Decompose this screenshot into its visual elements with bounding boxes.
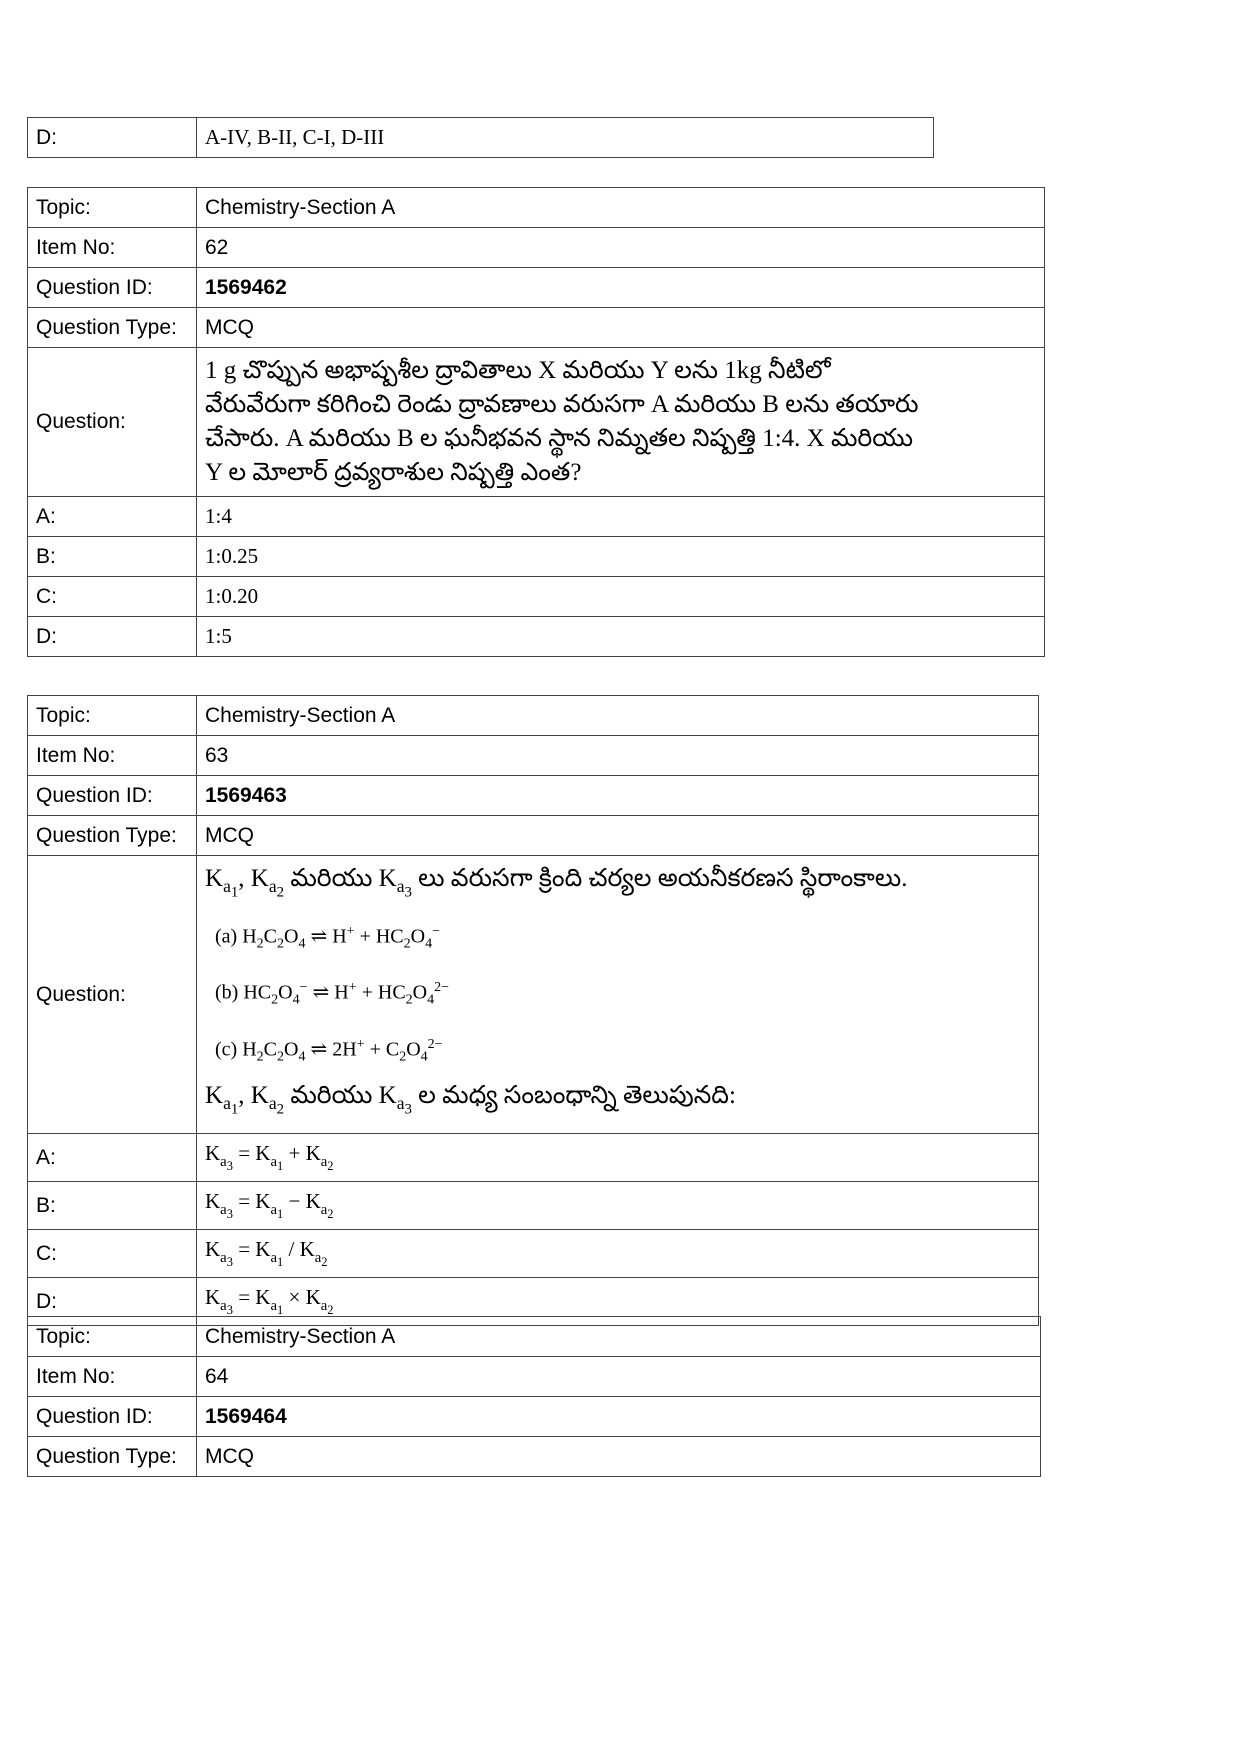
prev-question-tail: [27, 117, 934, 158]
topic-label: Topic:: [28, 1317, 197, 1357]
option-row-a: [28, 497, 1045, 537]
topic-label: Topic:: [28, 188, 197, 228]
reaction-c-label: (c): [215, 1038, 238, 1061]
option-b-value: 1:0.25: [197, 537, 1045, 577]
question-type-value: MCQ: [197, 1437, 1041, 1477]
item-no-row: [28, 736, 1039, 776]
question-row: [28, 856, 1039, 1134]
question-62-table: [27, 187, 1045, 657]
option-b-label: B:: [28, 1181, 197, 1229]
question-type-label: Question Type:: [28, 1437, 197, 1477]
question-64-table: [27, 1316, 1041, 1477]
option-row-d: [28, 617, 1045, 657]
question-line: వేరువేరుగా కరిగించి రెండు ద్రావణాలు వరుసగా A మరియు B లను తయారు: [205, 391, 919, 418]
topic-row: [28, 188, 1045, 228]
option-b-label: B:: [28, 537, 197, 577]
question-text: [197, 348, 1045, 497]
reaction-a: (a) $H_2C_2O_4$ ⇌ $H^+ + HC_2O_4^-$: [215, 923, 440, 952]
item-no-value: 64: [197, 1357, 1041, 1397]
question-intro: [205, 862, 1030, 910]
option-a-label: A:: [28, 497, 197, 537]
option-d-value: A-IV, B-II, C-I, D-III: [197, 118, 934, 158]
question-63-table: [27, 695, 1039, 1326]
reaction-c: (c) $H_2C_2O_4$ ⇌ $2H^+ + C_2O_4^{2-}$: [215, 1036, 443, 1065]
question-id-label: Question ID:: [28, 776, 197, 816]
item-no-row: [28, 1357, 1041, 1397]
topic-value: Chemistry-Section A: [197, 696, 1039, 736]
question-id-row: [28, 776, 1039, 816]
reaction-b-label: (b): [215, 981, 239, 1004]
option-row-c: [28, 577, 1045, 617]
option-d-label: D:: [28, 1277, 197, 1325]
question-id-row: [28, 1397, 1041, 1437]
question-type-value: MCQ: [197, 308, 1045, 348]
item-no-value: 62: [197, 228, 1045, 268]
outro-text: ల మధ్య సంబంధాన్ని తెలుపునది:: [418, 1082, 736, 1110]
question-id-row: [28, 268, 1045, 308]
reaction-b: (b) $HC_2O_4^-$ ⇌ $H^+ + HC_2O_4^{2-}$: [215, 980, 450, 1008]
item-no-label: Item No:: [28, 228, 197, 268]
question-text: [197, 856, 1039, 1134]
option-a-label: A:: [28, 1133, 197, 1181]
option-b-formula: $K_{a_3} = K_{a_1} - K_{a_2}$: [197, 1181, 1039, 1229]
option-row-d: [28, 118, 934, 158]
ka3-constant: $K_{a_3}$: [378, 1082, 412, 1118]
question-id-label: Question ID:: [28, 268, 197, 308]
option-row-b: [28, 537, 1045, 577]
reaction-a-label: (a): [215, 925, 238, 948]
option-c-value: 1:0.20: [197, 577, 1045, 617]
question-line: చేసారు. A మరియు B ల ఘనీభవన స్థాన నిమ్నతల నిష్పత్తి 1:4. X మరియు: [205, 425, 914, 452]
topic-value: Chemistry-Section A: [197, 1317, 1041, 1357]
item-no-value: 63: [197, 736, 1039, 776]
ka3-constant: $K_{a_3}$: [378, 865, 412, 901]
option-row-b: [28, 1181, 1039, 1229]
item-no-label: Item No:: [28, 1357, 197, 1397]
topic-label: Topic:: [28, 696, 197, 736]
option-c-formula: $K_{a_3} = K_{a_1} / K_{a_2}$: [197, 1229, 1039, 1277]
topic-row: [28, 1317, 1041, 1357]
option-d-label: D:: [28, 617, 197, 657]
question-outro: [205, 1079, 1030, 1127]
and-word: మరియు: [290, 865, 373, 892]
item-no-label: Item No:: [28, 736, 197, 776]
question-type-row: [28, 1437, 1041, 1477]
question-type-row: [28, 816, 1039, 856]
question-label: Question:: [28, 348, 197, 497]
question-id-value: 1569462: [197, 268, 1045, 308]
intro-text: లు వరుసగా క్రింది చర్యల అయనీకరణస స్థిరాంకాలు.: [418, 865, 908, 892]
option-a-value: 1:4: [197, 497, 1045, 537]
question-id-value: 1569464: [197, 1397, 1041, 1437]
ka-constants: $K_{a_1}$, $K_{a_2}$: [205, 1082, 285, 1118]
question-line: 1 g చొప్పున అభాష్పశీల ద్రావితాలు X మరియు Y లను 1kg నీటిలో: [205, 357, 831, 384]
ka-constants: $K_{a_1}$, $K_{a_2}$: [205, 865, 285, 901]
question-label: Question:: [28, 856, 197, 1134]
option-c-label: C:: [28, 1229, 197, 1277]
option-row-a: [28, 1133, 1039, 1181]
question-line: Y ల మోలార్ ద్రవ్యరాశుల నిష్పత్తి ఎంత?: [205, 459, 582, 486]
question-type-label: Question Type:: [28, 308, 197, 348]
item-no-row: [28, 228, 1045, 268]
option-d-value: 1:5: [197, 617, 1045, 657]
question-row: [28, 348, 1045, 497]
option-d-formula: $K_{a_3} = K_{a_1} \times K_{a_2}$: [197, 1277, 1039, 1325]
question-type-value: MCQ: [197, 816, 1039, 856]
topic-value: Chemistry-Section A: [197, 188, 1045, 228]
topic-row: [28, 696, 1039, 736]
and-word: మరియు: [290, 1082, 373, 1110]
question-type-row: [28, 308, 1045, 348]
option-row-c: [28, 1229, 1039, 1277]
option-d-label: D:: [28, 118, 197, 158]
option-c-label: C:: [28, 577, 197, 617]
option-a-formula: $K_{a_3} = K_{a_1} + K_{a_2}$: [197, 1133, 1039, 1181]
question-type-label: Question Type:: [28, 816, 197, 856]
question-id-value: 1569463: [197, 776, 1039, 816]
question-id-label: Question ID:: [28, 1397, 197, 1437]
